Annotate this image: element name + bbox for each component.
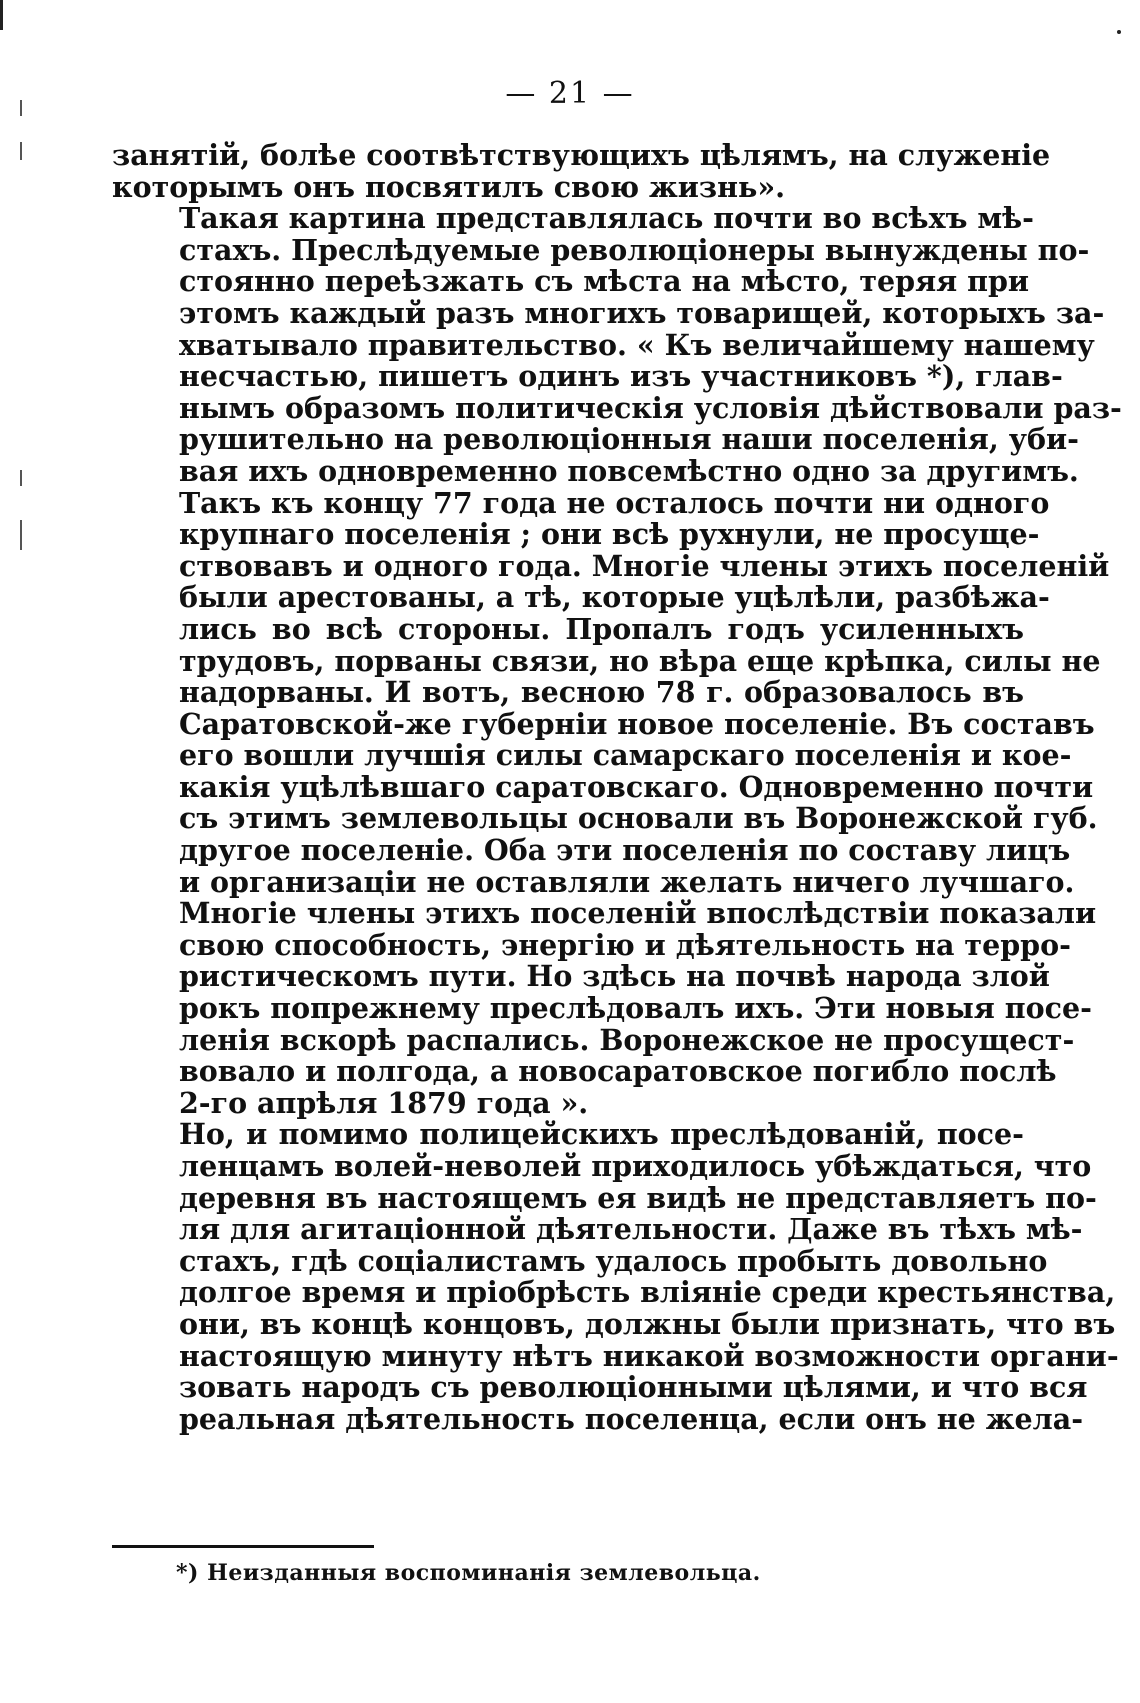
paragraph (112, 1117, 1119, 1436)
text-line: ленія вскорѣ распались. Воронежское не просущест- (178, 1022, 1075, 1057)
text-line: ля для агитаціонной дѣятельности. Даже въ тѣхъ мѣ- (178, 1212, 1083, 1247)
margin-mark (20, 470, 22, 486)
text-line: этомъ каждый разъ многихъ товарищей, которыхъ за- (178, 295, 1105, 330)
margin-mark (20, 142, 22, 160)
text-line: долгое время и пріобрѣсть вліяніе среди крестьянства, (178, 1275, 1116, 1310)
text-line: хватывало правительство. « Къ величайшему нашему (178, 327, 1095, 362)
text-line: вовало и полгода, а новосаратовское погибло послѣ (178, 1054, 1057, 1089)
text-line: ленцамъ волей-неволей приходилось убѣждаться, что (178, 1149, 1092, 1183)
text-line: Многіе члены этихъ поселеній впослѣдствіи показали (178, 896, 1097, 931)
text-line: рокъ попрежнему преслѣдовалъ ихъ. Эти новыя посе- (178, 991, 1092, 1026)
text-line: ристическомъ пути. Но здѣсь на почвѣ народа злой (178, 959, 1050, 994)
text-line: его вошли лучшія силы самарскаго поселенія и кое- (178, 738, 1072, 773)
text-line: ствовавъ и одного года. Многіе члены этихъ поселеній (178, 548, 1110, 583)
paragraph (112, 201, 1122, 1120)
text-line: крупнаго поселенія ; они всѣ рухнули, не просуще- (178, 517, 1040, 552)
text-line: надорваны. И вотъ, весною 78 г. образовалось въ (178, 675, 1024, 710)
margin-mark (20, 520, 22, 550)
text-line: вая ихъ одновременно повсемѣстно одно за другимъ. (178, 453, 1079, 488)
ink-speck (1117, 30, 1121, 34)
text-line: Саратовской-же губерніи новое поселеніе. Въ составъ (178, 706, 1095, 741)
text-line: они, въ концѣ концовъ, должны были признать, что въ (178, 1306, 1116, 1341)
text-line: деревня въ настоящемъ ея видѣ не представляетъ по- (178, 1180, 1097, 1215)
text-line: стоянно переѣзжать съ мѣста на мѣсто, теряя при (178, 264, 1030, 299)
footnote: *) Неизданныя воспоминанія землевольца. (176, 1560, 761, 1586)
text-line: лись во всѣ стороны. Пропалъ годъ усиленныхъ (178, 611, 1024, 646)
text-line: Такъ къ концу 77 года не осталось почти ни одного (178, 485, 1050, 520)
text-line: какія уцѣлѣвшаго саратовскаго. Одновременно почти (178, 769, 1094, 804)
text-line: и организаціи не оставляли желать ничего лучшаго. (178, 864, 1075, 899)
text-line: зовать народъ съ революціонными цѣлями, и что вся (178, 1370, 1088, 1405)
paragraph (112, 138, 1051, 204)
text-line: занятій, болѣе соотвѣтствующихъ цѣлямъ, на служеніе (112, 138, 1051, 172)
text-line: нымъ образомъ политическія условія дѣйствовали раз- (178, 390, 1122, 425)
text-line: которымъ онъ посвятилъ свою жизнь». (112, 169, 786, 204)
text-line: свою способность, энергію и дѣятельность на терро- (178, 927, 1071, 962)
text-line: Но, и помимо полицейскихъ преслѣдованій, посе- (178, 1117, 1024, 1152)
text-line: трудовъ, порваны связи, но вѣра еще крѣпка, силы не (178, 643, 1101, 678)
text-line: реальная дѣятельность поселенца, если онъ не жела- (178, 1401, 1084, 1436)
page-number: — 21 — (505, 76, 635, 111)
text-line: стахъ, гдѣ соціалистамъ удалось пробыть довольно (178, 1243, 1048, 1278)
body-text (112, 138, 1122, 1436)
text-line: Такая картина представлялась почти во всѣхъ мѣ- (178, 201, 1034, 236)
text-line: настоящую минуту нѣтъ никакой возможности органи- (178, 1338, 1119, 1373)
text-line: 2-го апрѣля 1879 года ». (178, 1085, 589, 1120)
text-line: несчастью, пишетъ одинъ изъ участниковъ *), глав- (178, 359, 1063, 394)
text-line: съ этимъ землевольцы основали въ Воронежской губ. (178, 801, 1098, 836)
footnote-rule (112, 1545, 374, 1548)
text-line: были арестованы, а тѣ, которые уцѣлѣли, разбѣжа- (178, 580, 1050, 615)
text-line: стахъ. Преслѣдуемые революціонеры вынуждены по- (178, 232, 1090, 267)
page-edge-mark (0, 0, 3, 30)
text-line: рушительно на революціонныя наши поселенія, уби- (178, 422, 1079, 457)
text-line: другое поселеніе. Оба эти поселенія по составу лицъ (178, 833, 1071, 868)
